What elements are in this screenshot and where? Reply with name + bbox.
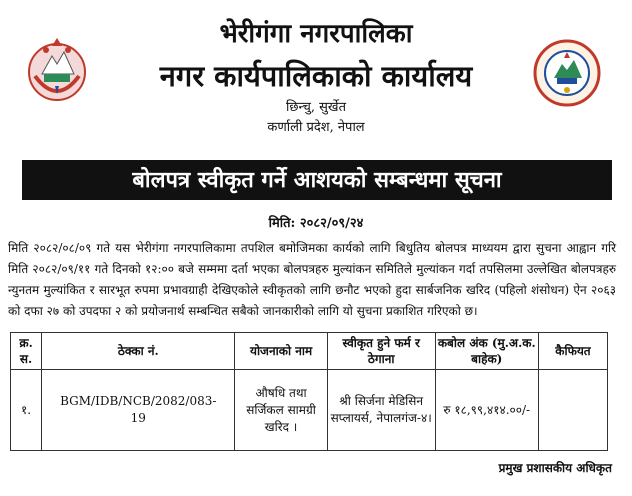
tender-table — [10, 332, 608, 451]
cell-project: औषधि तथा सर्जिकल सामग्री खरिद । — [235, 370, 327, 451]
signature: प्रमुख प्रशासकीय अधिकृत — [498, 461, 612, 475]
header-amount: कबोल अंक (मु.अ.क. बाहेक) — [435, 333, 538, 370]
header-contract-no: ठेक्का नं. — [42, 333, 235, 370]
address-line-1: छिन्चु, सुर्खेत — [286, 100, 346, 115]
cell-firm: श्री सिर्जना मेडिसिन सप्लायर्स, नेपालगंज-४। — [327, 370, 435, 451]
header-firm: स्वीकृत हुने फर्म र ठेगाना — [327, 333, 435, 370]
office-subtitle: नगर कार्यपालिकाको कार्यालय — [159, 59, 473, 93]
header-project: योजनाको नाम — [235, 333, 327, 370]
header-sn: क्र. स. — [11, 333, 42, 370]
cell-amount: रु १८,९९,४१४.००/- — [435, 370, 538, 451]
cell-contract-no: BGM/IDB/NCB/2082/083-19 — [42, 370, 235, 451]
office-title: भेरीगंगा नगरपालिका — [219, 19, 413, 49]
address-line-2: कर्णाली प्रदेश, नेपाल — [267, 120, 365, 135]
cell-sn: १. — [11, 370, 42, 451]
header-remarks: कैफियत — [538, 333, 607, 370]
table-header-row — [11, 333, 608, 370]
notice-banner: बोलपत्र स्वीकृत गर्ने आशयको सम्बन्धमा सूचना — [22, 160, 612, 200]
table-row — [11, 370, 608, 451]
cell-remarks — [538, 370, 607, 451]
notice-date: मिति: २०८२/०९/२४ — [268, 216, 364, 231]
notice-body: मिति २०८२/०८/०९ गते यस भेरीगंगा नगरपालिकामा तपशिल बमोजिमका कार्यको लागि बिधुतिय बोलपत्र माध्ययम द्वारा सुचना आह्वान गरि मिति २०८२/०९/११ गते दिनको १२:०० बजे सम्ममा दर्ता भएका बोलपत्रहरु मुल्यांकन समितिले मुल्यांकन गर्दा तपसिलमा उल्लेखित बोलपत्रहरु न्युनतम मुल्यांकित र सारभूत रुपमा प्रभावग्राही देखिएकोले स्वीकृतको लागि छनौट भएको हुदा सार्बजनिक खरिद (पहिलो शंसोधन) ऐन २०६३ को दफा २७ को उपदफा २ को प्रयोजनार्थ सम्बन्धित सबैको जानकारीको लागि यो सुचना प्रकाशित गरिएको छ। — [8, 241, 616, 318]
